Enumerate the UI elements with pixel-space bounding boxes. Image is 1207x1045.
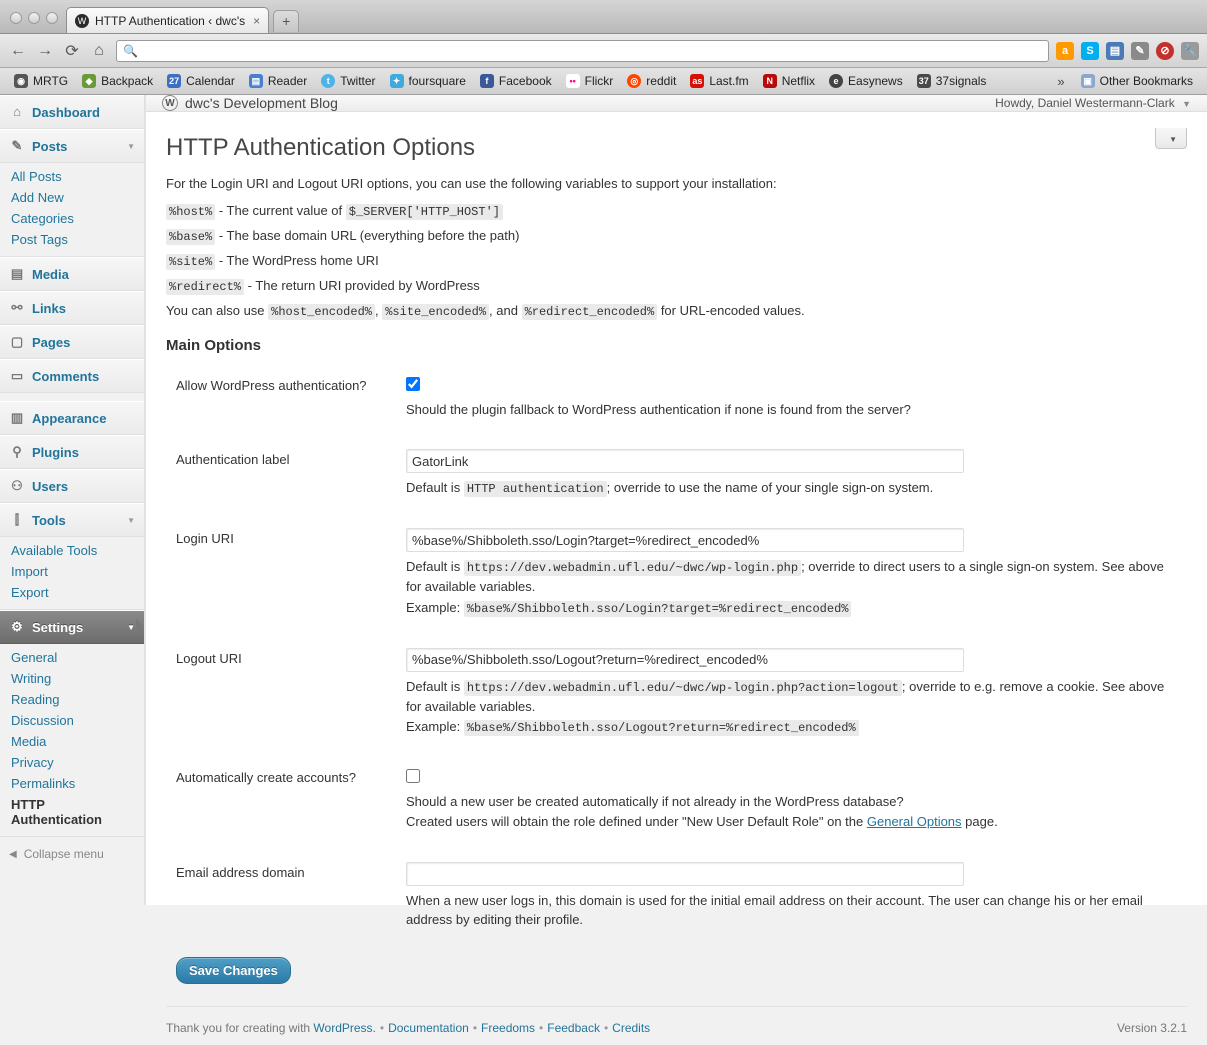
variable-desc-code: $_SERVER['HTTP_HOST'] xyxy=(346,204,503,220)
settings-form-table xyxy=(166,360,1187,945)
reader-icon: ▤ xyxy=(249,74,263,88)
mrtg-icon: ◉ xyxy=(14,74,28,88)
variable-redirect xyxy=(166,278,1187,294)
admin-header-bar xyxy=(146,95,1207,112)
admin-sidebar xyxy=(0,95,145,905)
admin-footer xyxy=(166,1006,1187,1045)
variable-code: %base% xyxy=(166,229,215,245)
encoded-pre: You can also use xyxy=(166,303,269,318)
sidebar-item-label: Posts xyxy=(32,138,68,154)
pages-icon: ▢ xyxy=(10,334,24,349)
encoded-mid2: , and xyxy=(489,303,522,318)
signals-icon: 37 xyxy=(918,76,929,86)
footer-credits: Thank you for creating with WordPress. • Documentation • Freedoms • Feedback • Credits xyxy=(166,1020,651,1035)
site-name[interactable] xyxy=(162,95,338,111)
example-pre: Example: xyxy=(406,719,464,734)
other-bookmarks-folder[interactable] xyxy=(1075,72,1199,90)
desc-pre: Default is xyxy=(406,559,464,574)
chevron-down-icon: ▼ xyxy=(1182,99,1191,109)
documentation-link[interactable]: Documentation xyxy=(388,1020,469,1035)
encoded-code-site: %site_encoded% xyxy=(382,304,489,320)
sidebar-item-users[interactable] xyxy=(0,469,144,503)
user-greeting-label: Howdy, Daniel Westermann-Clark xyxy=(995,96,1175,110)
chevron-down-icon: ▼ xyxy=(127,141,135,151)
bookmark-label: Backpack xyxy=(101,74,154,88)
browser-tab-bar xyxy=(0,0,1207,34)
folder-icon: ▣ xyxy=(1081,74,1095,88)
bookmark-label: Easynews xyxy=(848,74,903,88)
wordpress-favicon: W xyxy=(75,14,89,28)
submenu-item-general[interactable]: General xyxy=(11,650,58,665)
sidebar-item-label: Plugins xyxy=(32,444,79,460)
variable-code: %site% xyxy=(166,254,215,270)
desc-post: ; override to use the name of your single sign-on system. xyxy=(606,480,934,495)
flickr-icon: •• xyxy=(566,74,580,88)
logout-uri-example xyxy=(406,717,1177,737)
field-row-auto-create xyxy=(166,752,1187,847)
skype-icon[interactable]: S xyxy=(1081,42,1099,60)
posts-icon: ✎ xyxy=(11,138,23,153)
desc-post: ; override to direct users to a single sign-on system. See above for available variables. xyxy=(406,559,1164,594)
bookmark-item[interactable] xyxy=(474,72,558,90)
variable-desc: - The WordPress home URI xyxy=(215,253,379,268)
bookmark-label: MRTG xyxy=(33,74,69,88)
wordpress-link[interactable]: WordPress. xyxy=(313,1020,376,1035)
desc2-pre: Created users will obtain the role defined under "New User Default Role" on the xyxy=(406,814,867,829)
page-title: HTTP Authentication Options xyxy=(166,134,476,161)
encoded-code-redirect: %redirect_encoded% xyxy=(522,304,658,320)
variable-host xyxy=(166,203,1187,219)
submenu-item-import[interactable]: Import xyxy=(11,564,48,579)
browser-tab-title: HTTP Authentication ‹ dwc's xyxy=(95,13,246,28)
field-label-login-uri: Login URI xyxy=(176,531,234,546)
help-button[interactable] xyxy=(1155,128,1187,149)
bookmark-label: reddit xyxy=(646,74,677,88)
backpack-icon: ◆ xyxy=(82,74,96,88)
sidebar-item-comments[interactable] xyxy=(0,359,144,393)
lastfm-icon: as xyxy=(692,76,703,86)
bookmark-label: 37signals xyxy=(935,74,987,88)
example-pre: Example: xyxy=(406,599,464,615)
variable-desc: - The current value of xyxy=(215,203,346,218)
footer-thanks: Thank you for creating with xyxy=(166,1020,311,1035)
field-row-allow-wp-auth xyxy=(166,360,1187,434)
sidebar-item-label: Pages xyxy=(32,334,71,350)
auto-create-description: Should a new user be created automatically if not already in the WordPress database? xyxy=(406,793,904,809)
wordpress-admin xyxy=(0,95,1207,1035)
netflix-icon: N xyxy=(763,74,777,88)
sidebar-item-media[interactable] xyxy=(0,257,144,291)
settings-icon: ⚙ xyxy=(11,619,23,634)
field-label-email-domain: Email address domain xyxy=(176,864,305,880)
logout-uri-description xyxy=(406,677,1177,717)
bookmark-item[interactable] xyxy=(560,72,620,90)
field-row-email-domain xyxy=(166,847,1187,945)
user-greeting[interactable] xyxy=(995,96,1191,110)
field-row-login-uri xyxy=(166,513,1187,633)
sidebar-item-dashboard[interactable] xyxy=(0,95,144,129)
admin-main xyxy=(145,95,1207,1035)
collapse-arrow-icon: ◀ xyxy=(9,848,17,860)
sidebar-item-posts[interactable] xyxy=(0,129,144,163)
chevron-down-icon: ▼ xyxy=(127,515,135,525)
bookmark-label: Facebook xyxy=(498,74,552,88)
credits-link[interactable]: Credits xyxy=(612,1020,651,1035)
new-tab-button[interactable]: + xyxy=(273,10,299,32)
variable-desc: - The base domain URL (everything before the path) xyxy=(215,228,520,243)
bookmark-label: Last.fm xyxy=(709,74,749,88)
general-options-link[interactable]: General Options xyxy=(866,814,962,829)
bookmark-label: Twitter xyxy=(340,74,376,88)
window-traffic-lights[interactable] xyxy=(8,12,66,33)
bookmark-label: Flickr xyxy=(584,74,614,88)
forward-icon[interactable]: → xyxy=(37,41,53,59)
submenu-posts xyxy=(0,163,144,257)
sidebar-item-label: Appearance xyxy=(32,410,107,426)
variable-code: %host% xyxy=(166,204,215,220)
login-uri-description xyxy=(406,557,1177,597)
sidebar-item-label: Comments xyxy=(32,368,100,384)
save-changes-button[interactable]: Save Changes xyxy=(176,957,291,984)
close-window-button[interactable] xyxy=(10,12,22,24)
media-icon: ▤ xyxy=(10,266,24,281)
auto-create-checkbox[interactable] xyxy=(406,769,420,783)
desc-code: https://dev.webadmin.ufl.edu/~dwc/wp-login.php?action=logout xyxy=(464,680,902,696)
reload-icon[interactable]: ⟳ xyxy=(65,42,79,60)
login-uri-input[interactable] xyxy=(406,528,964,552)
bookmark-label: Reader xyxy=(267,74,308,88)
bookmark-item[interactable] xyxy=(76,72,159,90)
desc-code: HTTP authentication xyxy=(464,481,607,497)
submenu-item-export[interactable]: Export xyxy=(11,585,49,600)
auth-label-input[interactable] xyxy=(406,449,964,473)
encoded-mid1: , xyxy=(374,303,383,318)
facebook-icon: f xyxy=(480,74,494,88)
submenu-item-permalinks[interactable]: Permalinks xyxy=(11,776,76,791)
amazon-icon[interactable]: a xyxy=(1056,42,1074,60)
wrench-icon[interactable]: 🔧 xyxy=(1181,42,1199,60)
example-code: %base%/Shibboleth.sso/Logout?return=%redirect_encoded% xyxy=(464,720,859,736)
collapse-menu-label: Collapse menu xyxy=(23,847,104,861)
users-icon: ⚇ xyxy=(11,478,23,493)
twitter-icon: t xyxy=(321,74,335,88)
bookmark-item[interactable] xyxy=(384,72,472,90)
bookmark-item[interactable] xyxy=(684,72,754,90)
submenu-settings xyxy=(0,644,144,837)
logout-uri-input[interactable] xyxy=(406,648,964,672)
desc-pre: Default is xyxy=(406,480,464,495)
sidebar-item-pages[interactable] xyxy=(0,325,144,359)
email-domain-input[interactable] xyxy=(406,862,964,886)
variable-code: %redirect% xyxy=(166,279,244,295)
submenu-item-all-posts[interactable]: All Posts xyxy=(11,169,62,184)
sidebar-item-label: Users xyxy=(32,478,69,494)
field-label-logout-uri: Logout URI xyxy=(176,650,242,666)
allow-wp-auth-description: Should the plugin fallback to WordPress authentication if none is found from the server? xyxy=(406,401,911,417)
appearance-icon: ▥ xyxy=(10,410,24,425)
bookmark-item[interactable] xyxy=(823,72,909,90)
plugins-icon: ⚲ xyxy=(12,444,22,459)
extension-icons xyxy=(1056,42,1199,60)
freedoms-link[interactable]: Freedoms xyxy=(481,1020,536,1035)
encoded-post: for URL-encoded values. xyxy=(657,303,805,318)
submenu-item-writing[interactable]: Writing xyxy=(11,671,52,686)
field-label-auto-create: Automatically create accounts? xyxy=(176,770,356,785)
submenu-item-available-tools[interactable]: Available Tools xyxy=(11,543,98,558)
bookmark-item[interactable] xyxy=(315,72,381,90)
feedback-link[interactable]: Feedback xyxy=(547,1020,600,1035)
page-intro: For the Login URI and Logout URI options, you can use the following variables to support your installation: xyxy=(166,176,777,191)
desc-code: https://dev.webadmin.ufl.edu/~dwc/wp-login.php xyxy=(464,560,801,576)
sidebar-item-label: Dashboard xyxy=(32,104,100,120)
search-icon: 🔍 xyxy=(123,43,138,58)
bookmark-item[interactable] xyxy=(911,72,993,90)
browser-tab[interactable] xyxy=(66,7,269,33)
bookmark-label: Calendar xyxy=(186,74,235,88)
sidebar-item-settings[interactable] xyxy=(0,610,144,644)
wordpress-version: Version 3.2.1 xyxy=(1116,1020,1187,1035)
submenu-item-post-tags[interactable]: Post Tags xyxy=(11,232,68,247)
browser-toolbar xyxy=(0,34,1207,68)
bookmark-item[interactable] xyxy=(757,72,821,90)
form-submit-area xyxy=(166,945,1187,1006)
sidebar-item-appearance[interactable] xyxy=(0,401,144,435)
submenu-item-discussion[interactable]: Discussion xyxy=(11,713,74,728)
minimize-window-button[interactable] xyxy=(28,12,40,24)
back-icon[interactable]: ← xyxy=(10,41,26,59)
lastpass-icon[interactable]: ▤ xyxy=(1106,42,1124,60)
bookmarks-bar xyxy=(0,68,1207,95)
submenu-item-add-new[interactable]: Add New xyxy=(11,190,64,205)
bookmark-label: foursquare xyxy=(408,74,466,88)
variable-desc: - The return URI provided by WordPress xyxy=(244,278,480,293)
submenu-item-reading[interactable]: Reading xyxy=(11,692,60,707)
easynews-icon: e xyxy=(829,74,843,88)
calendar-icon: 27 xyxy=(169,76,180,86)
auto-create-description-2 xyxy=(406,812,1177,832)
auth-label-description xyxy=(406,478,1177,498)
login-uri-example xyxy=(406,598,1177,618)
close-tab-icon[interactable]: × xyxy=(253,13,261,28)
submenu-item-http-authentication[interactable]: HTTP Authentication xyxy=(11,797,102,827)
comments-icon: ▭ xyxy=(10,368,24,383)
desc2-post: page. xyxy=(961,814,998,829)
submenu-item-privacy[interactable]: Privacy xyxy=(11,755,54,770)
bookmark-item[interactable] xyxy=(8,72,74,90)
sidebar-item-links[interactable] xyxy=(0,291,144,325)
links-icon: ⚯ xyxy=(11,300,23,315)
example-code: %base%/Shibboleth.sso/Login?target=%redirect_encoded% xyxy=(464,601,852,617)
variable-base xyxy=(166,228,1187,244)
address-bar[interactable] xyxy=(116,40,1049,62)
allow-wp-auth-checkbox[interactable] xyxy=(406,377,420,391)
home-icon[interactable]: ⌂ xyxy=(94,41,104,59)
zoom-window-button[interactable] xyxy=(46,12,58,24)
sidebar-item-tools[interactable] xyxy=(0,503,144,537)
field-label-allow-wp-auth: Allow WordPress authentication? xyxy=(176,378,367,393)
field-label-auth-label: Authentication label xyxy=(176,452,290,467)
bookmark-item[interactable] xyxy=(243,72,313,90)
submenu-tools xyxy=(0,537,144,610)
site-name-label: dwc's Development Blog xyxy=(185,95,338,111)
sidebar-item-label: Tools xyxy=(32,512,66,528)
browser-window xyxy=(0,0,1207,95)
desc-pre: Default is xyxy=(406,678,464,694)
wordpress-logo-icon: W xyxy=(162,95,178,111)
field-row-logout-uri xyxy=(166,633,1187,753)
settings-page xyxy=(146,112,1207,1006)
desc-post: ; override to e.g. remove a cookie. See above for available variables. xyxy=(406,678,1165,714)
bookmark-item[interactable] xyxy=(621,72,682,90)
section-heading-main-options: Main Options xyxy=(166,337,261,354)
encoded-variables-line xyxy=(166,303,1187,319)
foursquare-icon: ✦ xyxy=(390,74,404,88)
adblock-icon[interactable]: ⊘ xyxy=(1156,42,1174,60)
bookmarks-overflow-icon[interactable]: » xyxy=(1057,73,1065,89)
other-bookmarks-label: Other Bookmarks xyxy=(1099,74,1193,88)
encoded-code-host: %host_encoded% xyxy=(268,304,375,320)
submenu-item-categories[interactable]: Categories xyxy=(11,211,74,226)
sidebar-item-label: Settings xyxy=(32,619,84,635)
tools-icon: ⫿ xyxy=(14,512,20,527)
sidebar-item-plugins[interactable] xyxy=(0,435,144,469)
dashboard-icon: ⌂ xyxy=(13,104,21,119)
chevron-down-icon: ▼ xyxy=(1169,135,1177,144)
sidebar-item-label: Links xyxy=(32,300,66,316)
bookmark-label: Netflix xyxy=(781,74,816,88)
collapse-menu-button[interactable] xyxy=(0,837,144,871)
reddit-icon: ◎ xyxy=(627,74,641,88)
email-domain-description: When a new user logs in, this domain is used for the initial email address on their account. The user can change his or her email address by editing their profile. xyxy=(406,892,1143,927)
field-row-auth-label xyxy=(166,434,1187,513)
pencil-icon[interactable]: ✎ xyxy=(1131,42,1149,60)
submenu-item-media[interactable]: Media xyxy=(11,734,47,749)
chevron-down-icon: ▼ xyxy=(127,622,135,632)
bookmark-item[interactable] xyxy=(161,72,241,90)
variable-site xyxy=(166,253,1187,269)
sidebar-item-label: Media xyxy=(32,266,69,282)
